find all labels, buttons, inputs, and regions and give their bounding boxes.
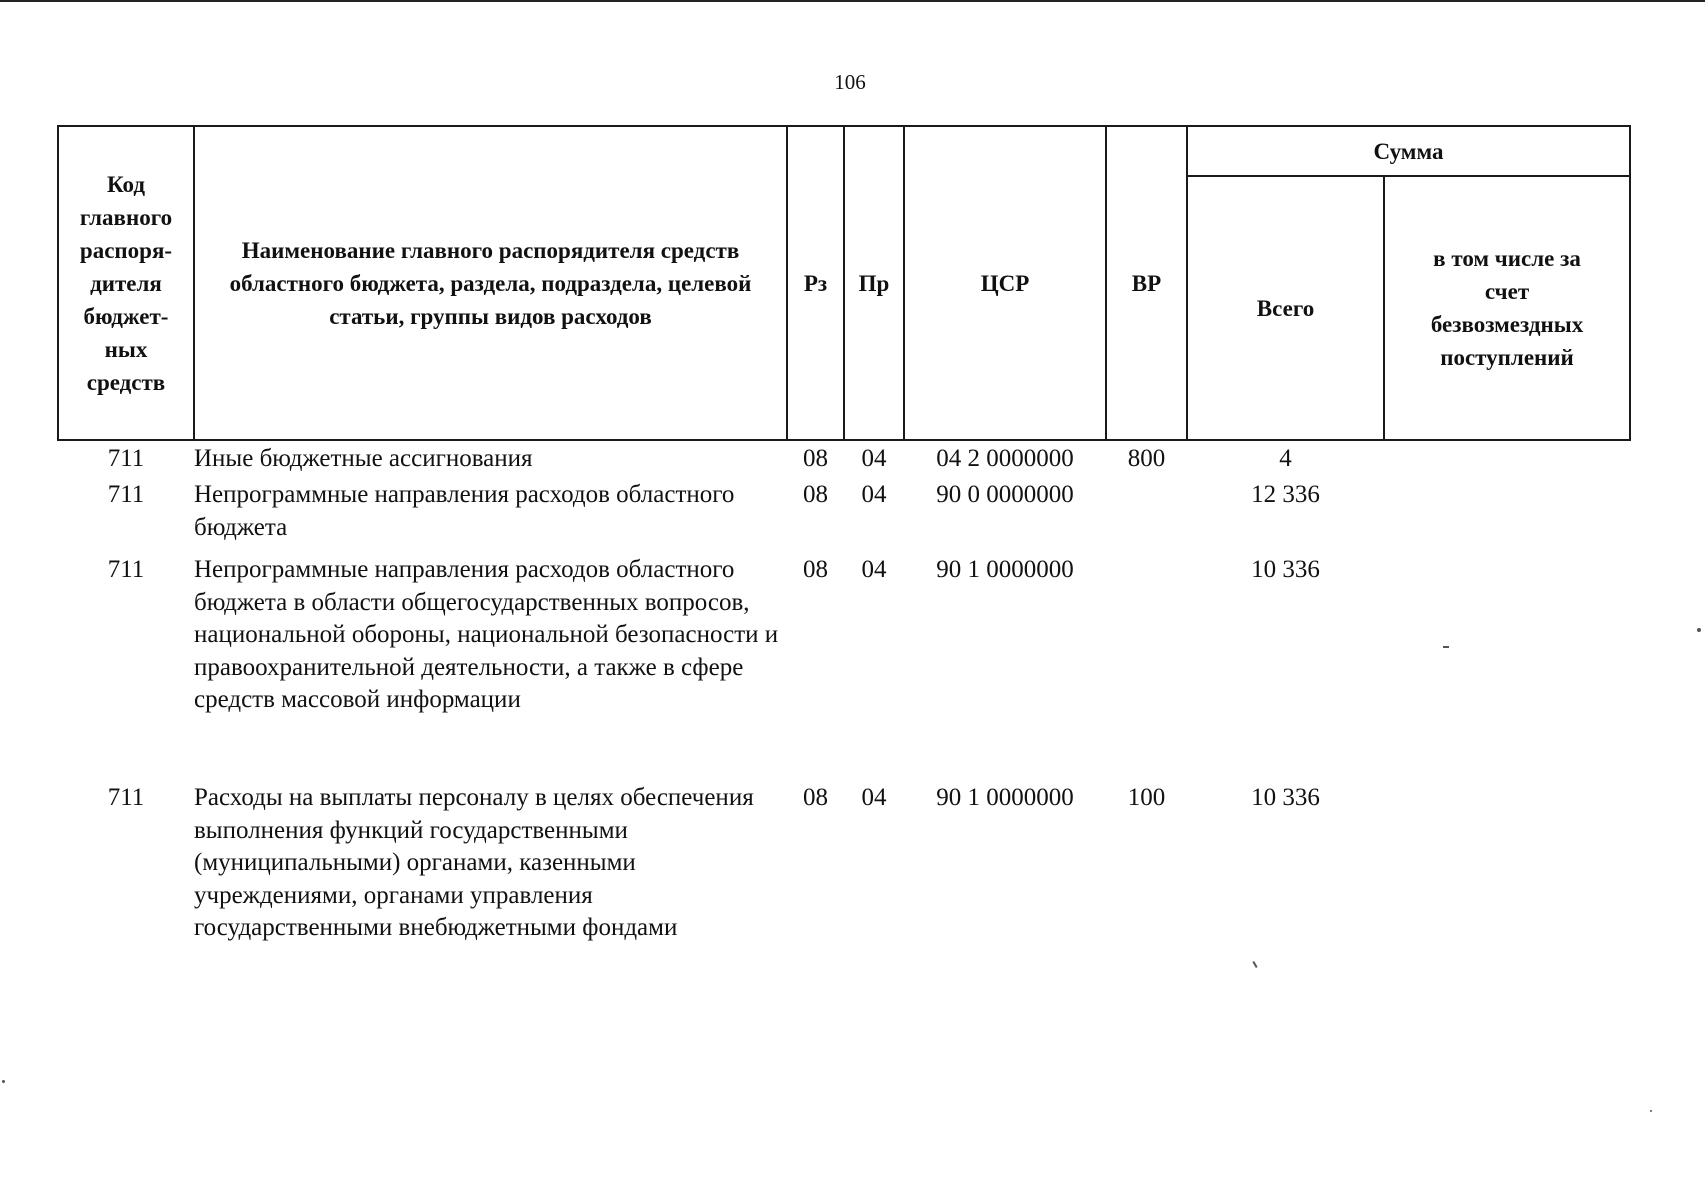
row-csr: 90 1 0000000 — [936, 784, 1074, 811]
table-row — [58, 479, 1630, 554]
row-pr: 04 — [861, 784, 887, 811]
row-csr: 90 1 0000000 — [936, 556, 1074, 583]
row-rz: 08 — [803, 556, 828, 583]
row-including — [1384, 782, 1630, 982]
scan-speck — [1650, 1110, 1652, 1112]
row-including — [1384, 554, 1630, 782]
header-including: в том числе за счет безвозмездных поступлений — [1384, 176, 1630, 440]
row-pr: 04 — [861, 445, 887, 472]
header-total: Всего — [1187, 176, 1384, 440]
budget-table — [57, 125, 1631, 982]
row-code: 711 — [107, 556, 145, 583]
table-row — [58, 440, 1630, 479]
header-code: Код главного распоря-дителя бюджет-ных средств — [58, 126, 194, 440]
header-sum: Сумма — [1187, 126, 1630, 176]
page-number: 106 — [834, 70, 866, 94]
row-rz: 08 — [803, 784, 828, 811]
header-name: Наименование главного распорядителя средств областного бюджета, раздела, подраздела, целевой статьи, группы видов расходов — [194, 126, 787, 440]
row-name: Непрограммные направления расходов областного бюджета — [194, 481, 735, 541]
row-name: Иные бюджетные ассигнования — [194, 445, 533, 472]
row-code: 711 — [107, 481, 145, 508]
row-including — [1384, 479, 1630, 554]
row-name: Непрограммные направления расходов областного бюджета в области общегосударственных вопросов, национальной обороны, национальной безопасности и правоохранительной деятельности, а также в сфере средств массовой информации — [194, 556, 779, 713]
header-pr: Пр — [844, 126, 904, 440]
table-row — [58, 554, 1630, 782]
row-total: 10 336 — [1251, 556, 1320, 583]
row-vr: 800 — [1127, 445, 1166, 472]
row-pr: 04 — [861, 481, 887, 508]
row-vr — [1106, 554, 1187, 782]
scan-speck — [1443, 646, 1449, 648]
row-code: 711 — [107, 784, 145, 811]
header-csr: ЦСР — [904, 126, 1106, 440]
row-rz: 08 — [803, 445, 828, 472]
row-including — [1384, 440, 1630, 479]
scan-speck — [2, 1080, 5, 1083]
table-row — [58, 782, 1630, 982]
row-csr: 90 0 0000000 — [936, 481, 1074, 508]
header-rz: Рз — [787, 126, 844, 440]
top-border-line — [0, 0, 1705, 2]
row-total: 4 — [1279, 445, 1292, 472]
row-csr: 04 2 0000000 — [936, 445, 1074, 472]
header-vr: ВР — [1106, 126, 1187, 440]
row-rz: 08 — [803, 481, 828, 508]
row-name: Расходы на выплаты персоналу в целях обеспечения выполнения функций государственными (муниципальными) органами, казенными учреждениями, органами управления государственными внебюджетными фондами — [194, 784, 754, 941]
row-vr: 100 — [1127, 784, 1166, 811]
row-code: 711 — [107, 445, 145, 472]
row-total: 10 336 — [1251, 784, 1320, 811]
scan-speck — [1697, 628, 1701, 632]
row-pr: 04 — [861, 556, 887, 583]
row-vr — [1106, 479, 1187, 554]
row-total: 12 336 — [1251, 481, 1320, 508]
